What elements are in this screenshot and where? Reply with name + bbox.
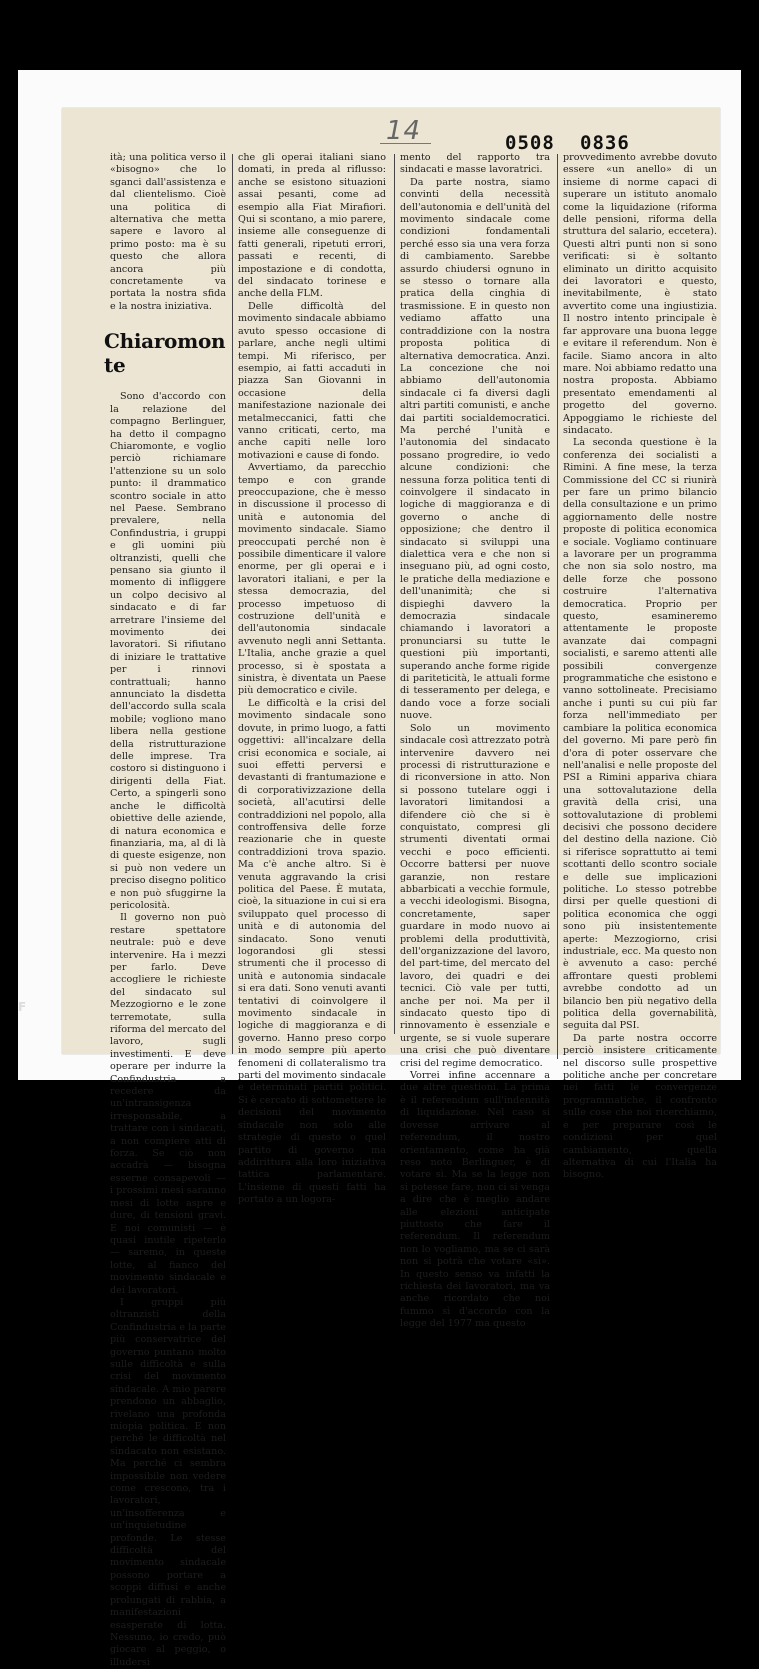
column-rule	[557, 154, 558, 1059]
paragraph: mento del rapporto tra sindacati e masse lavoratrici.	[400, 152, 550, 176]
newspaper-clipping	[62, 108, 720, 1668]
column-rule	[232, 154, 233, 1054]
paragraph: Il governo non può restare spettatore neutrale: può e deve intervenire. Ha i mezzi per farlo. Deve accogliere le richieste del sindacato sul Mezzogiorno e le zone terremotate, sulla riforma del mercato del lavoro, sugli investimenti. E deve operare per indurre la Confindustria a recedere da un'intransigenza irresponsabile, a trattare con i sindacati, a non compiere atti di forza. Se ciò non accadrà — bisogna esserne consapevoli — i prossimi mesi saranno mesi di lotte aspre e dure, di tensioni gravi. E noi comunisti — è quasi inutile ripeterlo — saremo, in queste lotte, al fianco del movimento sindacale e dei lavoratori.	[110, 912, 226, 1296]
paragraph: Da parte nostra, siamo convinti della necessità dell'autonomia e dell'unità del movimento sindacale come condizioni fondamentali perché esso sia una vera forza di cambiamento. Sarebbe assurdo chiudersi ognuno in se stesso o tornare alla pratica della cinghia di trasmissione. E in questo non vediamo affatto una contraddizione con la nostra proposta politica di alternativa democratica. Anzi. La concezione che noi abbiamo dell'autonomia sindacale ci fa diversi dagli altri partiti comunisti, e anche dai partiti socialdemocratici. Ma perché l'unità e l'autonomia del sindacato possano progredire, io vedo alcune condizioni: che nessuna forza politica tenti di coinvolgere il sindacato in logiche di maggioranza e di governo o anche di opposizione; che dentro il sindacato si sviluppi una dialettica vera e che non si inseguano più, ad ogni costo, le pratiche della mediazione e dell'unanimità; che si dispieghi davvero la democrazia sindacale chiamando i lavoratori a pronunciarsi su tutte le questioni più importanti, superando anche forme rigide di pariteticità, le attuali forme di tesseramento per delega, e dando voce a forze sociali nuove.	[400, 176, 550, 722]
column-rule	[394, 154, 395, 1034]
paragraph: Sono d'accordo con la relazione del compagno Berlinguer, ha detto il compagno Chiaromonte, e voglio perciò richiamare l'attenzione su un solo punto: il drammatico scontro sociale in atto nel Paese. Sembrano prevalere, nella Confindustria, i gruppi e gli uomini più oltranzisti, quelli che pensano sia giunto il momento di infliggere un colpo decisivo al sindacato e di far arretrare l'insieme del movimento dei lavoratori. Si rifiutano di iniziare le trattative per i rinnovi contrattuali; hanno annunciato la disdetta dell'accordo sulla scala mobile; vogliono mano libera nella gestione della ristrutturazione delle imprese. Tra costoro si distinguono i dirigenti della Fiat. Certo, a spingerli sono anche le difficoltà obiettive delle aziende, di natura economica e finanziaria, ma, al di là di queste esigenze, non si può non vedere un preciso disegno politico e non può sfuggirne la pericolosità.	[110, 391, 226, 911]
side-marker: F	[18, 1000, 27, 1014]
article-column-3	[400, 152, 550, 1331]
paragraph: La seconda questione è la conferenza dei socialisti a Rimini. A fine mese, la terza Commissione del CC si riunirà per fare un primo bilancio della consultazione e un primo aggiornamento delle nostre proposte di politica economica e sociale. Vogliamo continuare a lavorare per un programma che non sia solo nostro, ma delle forze che possono costruire l'alternativa democratica. Proprio per questo, esamineremo attentamente le proposte avanzate dai compagni socialisti, e saremo attenti alle possibili convergenze programmatiche che esistono e vanno sottolineate. Precisiamo anche i punti su cui più far forza nell'immediato per cambiare la politica economica del governo. Mi pare però fin d'ora di poter osservare che nell'analisi e nelle proposte del PSI a Rimini appariva chiara una sottovalutazione della gravità della crisi, una sottovalutazione di problemi decisivi che possono decidere del destino della nazione. Ciò si riferisce soprattutto ai temi scottanti dello scontro sociale e delle sue implicazioni politiche. Lo stesso potrebbe dirsi per quelle questioni di politica economica che oggi sono più insistentemente aperte: Mezzogiorno, crisi industriale, ecc. Ma questo non è avvenuto a caso: perché affrontare questi problemi avrebbe condotto ad un bilancio ben più negativo della politica della governabilità, seguita dal PSI.	[563, 437, 717, 1032]
stamp-number-2: 0836	[580, 132, 630, 154]
paragraph: Le difficoltà e la crisi del movimento sindacale sono dovute, in primo luogo, a fatti oggettivi: all'incalzare della crisi economica e sociale, ai suoi effetti perversi e devastanti di frantumazione e di corporativizzazione della società, all'acutirsi delle contraddizioni nel popolo, alla controffensiva delle forze reazionarie che in queste contraddizioni trova spazio. Ma c'è anche altro. Si è venuta aggravando la crisi politica del Paese. È mutata, cioè, la situazione in cui si era sviluppato quel processo di unità e di autonomia del sindacato. Sono venuti logorandosi gli stessi strumenti che il processo di unità e autonomia sindacale si era dati. Sono venuti avanti tentativi di coinvolgere il movimento sindacale in logiche di maggioranza e di governo. Hanno preso corpo in modo sempre più aperto fenomeni di collateralismo tra parti del movimento sindacale e determinati partiti politici. Si è cercato di sottomettere le decisioni del movimento sindacale non solo alle strategie di questo o quel partito di governo ma addirittura alla loro iniziativa tattica parlamentare. L'insieme di questi fatti ha portato a un logora-	[238, 697, 386, 1206]
article-column-2	[238, 152, 386, 1207]
scanned-page	[18, 70, 741, 1668]
paragraph: che gli operai italiani siano domati, in preda al riflusso: anche se esistono situazioni assai pesanti, come ad esempio alla Fiat Mirafiori. Qui si scontano, a mio parere, insieme alle conseguenze di fatti generali, ripetuti errori, passati e recenti, di impostazione e di condotta, del sindacato torinese e anche della FLM.	[238, 152, 386, 300]
article-headline: Chiaromonte	[104, 329, 226, 378]
paragraph: provvedimento avrebbe dovuto essere «un anello» di un insieme di norme capaci di superare un istituto anomalo come la liquidazione (riforma delle pensioni, riforma della struttura del salario, eccetera). Questi altri punti non si sono verificati: si è soltanto eliminato un diritto acquisito dei lavoratori e questo, inevitabilmente, è stato avvertito come una ingiustizia. Il nostro intento principale è far approvare una buona legge e evitare il referendum. Non è facile. Siamo ancora in alto mare. Noi abbiamo redatto una nostra proposta. Abbiamo presentato emendamenti al progetto del governo. Appoggiamo le richieste del sindacato.	[563, 152, 717, 436]
paragraph: Delle difficoltà del movimento sindacale abbiamo avuto spesso occasione di parlare, anche negli ultimi tempi. Mi riferisco, per esempio, ai fatti accaduti in piazza San Giovanni in occasione della manifestazione nazionale dei metalmeccanici, fatti che vanno criticati, certo, ma anche capiti nelle loro motivazioni e cause di fondo.	[238, 300, 386, 461]
paragraph: Vorrei infine accennare a due altre questioni. La prima è il referendum sull'indennità di liquidazione. Nel caso si dovesse arrivare al referendum, il nostro orientamento, come ha già reso noto Berlinguer, è di votare sì. Ma se la legge non si potesse fare, non ci si venga a dire che è meglio andare alle elezioni anticipate piuttosto che fare il referendum. Il referendum non lo vogliamo, ma se ci sarà non si potrà che votare «sì». In questo senso va infatti la richiesta dei lavoratori, ma va anche ricordato che noi fummo sì d'accordo con la legge del 1977 ma questo	[400, 1070, 550, 1330]
handwritten-page-number: 14	[386, 116, 422, 146]
article-column-1	[104, 152, 226, 1669]
paragraph: Solo un movimento sindacale così attrezzato potrà intervenire davvero nei processi di ristrutturazione e di riconversione in atto. Non si possono tutelare oggi i lavoratori limitandosi a difendere ciò che si è conquistato, compresi gli strumenti diventati ormai vecchi e poco efficienti. Occorre battersi per nuove garanzie, non restare abbarbicati a vecchie formule, a vecchi ideologismi. Bisogna, concretamente, saper guardare in modo nuovo ai problemi della produttività, dell'organizzazione del lavoro, del part-time, del mercato del lavoro, dei quadri e dei tecnici. Ciò vale per tutti, anche per noi. Ma per il sindacato questo tipo di rinnovamento è essenziale e urgente, se si vuole superare una crisi che può diventare crisi del regime democratico.	[400, 722, 550, 1069]
article-column-4	[563, 152, 717, 1182]
paragraph: ità; una politica verso il «bisogno» che lo sganci dall'assistenza e dal clientelismo. Cioè una politica di alternativa che metta sapere e lavoro al primo posto: ma è su questo che allora ancora più concretamente va portata la nostra sfida e la nostra iniziativa.	[110, 152, 226, 312]
paragraph: Avvertiamo, da parecchio tempo e con grande preoccupazione, che è messo in discussione il processo di unità e autonomia del movimento sindacale. Siamo preoccupati perché non è possibile dimenticare il valore enorme, per gli operai e i lavoratori italiani, e per la stessa democrazia, del processo impetuoso di costruzione dell'unità e dell'autonomia sindacale avvenuto negli anni Settanta. L'Italia, anche grazie a quel processo, si è spostata a sinistra, è diventata un Paese più democratico e civile.	[238, 462, 386, 697]
stamp-number-1: 0508	[505, 132, 555, 154]
paragraph: Da parte nostra occorre perciò insistere criticamente nel discorso sulle prospettive politiche anche per concretare nei fatti le convergenze programmatiche, il confronto sulle cose che noi ricerchiamo, e per preparare così le condizioni per quel cambiamento, quella alternativa di cui l'Italia ha bisogno.	[563, 1032, 717, 1181]
paragraph: I gruppi più oltranzisti della Confindustria e la parte più conservatrice del governo puntano molto sulle difficoltà e sulla crisi del movimento sindacale. A mio parere prendono un abbaglio, rivelano una profonda miopia politica. E non perché le difficoltà nel sindacato non esistano. Ma perché ci sembra impossibile non vedere come crescono, tra i lavoratori, un'insofferenza e un'inquietudine profonde. Le stesse difficoltà del movimento sindacale possono portare a scoppi diffusi e anche prolungati di rabbia, a manifestazioni esasperate di lotta. Nessuno, io credo, può giocare al peggio, o illudersi	[110, 1296, 226, 1668]
